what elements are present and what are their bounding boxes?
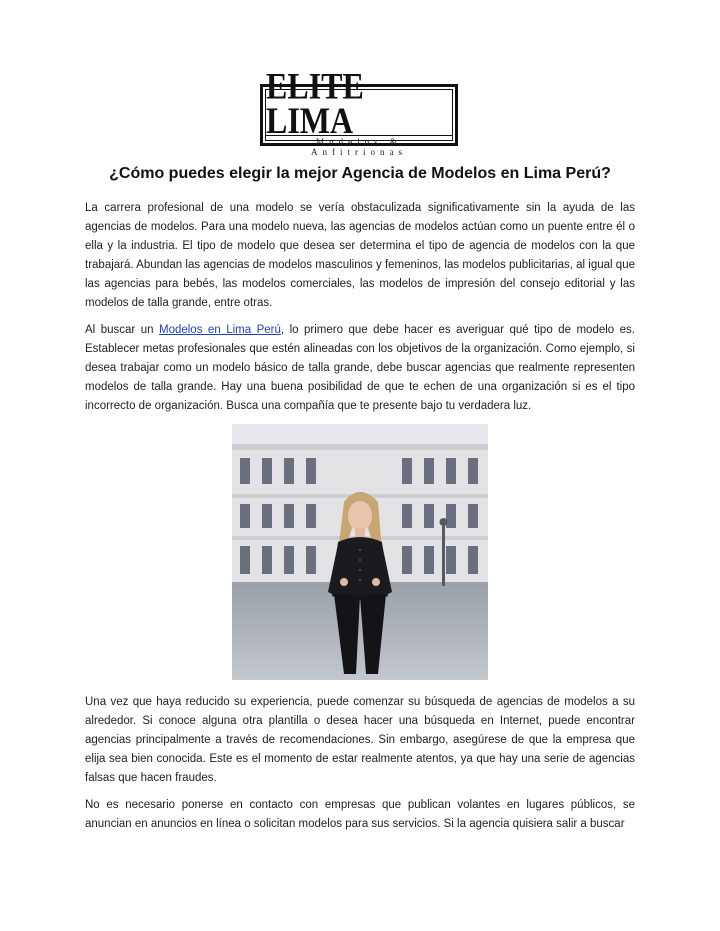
paragraph-2 <box>85 321 635 416</box>
paragraph-1: La carrera profesional de una modelo se vería obstaculizada significativamente sin la ayuda de las agencias de modelos. Para una modelo nueva, las agencias de modelos actúan como un puente entre él o ella y la industria. El tipo de modelo que desea ser determina el tipo de agencia de modelos con la que trabajará. Abundan las agencias de modelos masculinos y femeninos, las modelos publicitarias, al igual que las agencias para bebés, las modelos comerciales, las modelos de impresión del consejo editorial y las modelos de talla grande, entre otras. <box>85 202 635 310</box>
paragraph-4: No es necesario ponerse en contacto con empresas que publican volantes en lugares públicos, se anuncian en anuncios en línea o solicitan modelos para sus servicios. Si la agencia quisiera salir a buscar <box>85 799 635 831</box>
elite-lima-logo <box>260 65 458 157</box>
article-heading: ¿Cómo puedes elegir la mejor Agencia de Modelos en Lima Perú? <box>109 165 611 182</box>
paragraph-2-rest: , lo primero que debe hacer es averiguar qué tipo de modelo es. Establecer metas profesionales que estén alineadas con los objetivos de la organización. Como ejemplo, si desea trabajar como un modelo básico de talla grande, debe buscar agencias que realmente representen modelos de talla grande. Hay una buena posibilidad de que te echen de una organización si es el tipo incorrecto de organización. Busca una compañía que te presente bajo tu verdadera luz. <box>85 324 636 413</box>
paragraph-2-lead: Al buscar un <box>85 324 159 336</box>
logo-title: ELITE LIMA <box>266 65 364 141</box>
model-photo-illustration <box>232 424 488 680</box>
modelos-en-lima-peru-link[interactable]: Modelos en Lima Perú <box>158 324 281 336</box>
logo-subtitle: Modelos & Anfitrionas <box>266 135 452 157</box>
logo-frame <box>265 65 453 157</box>
paragraph-3: Una vez que haya reducido su experiencia, puede comenzar su búsqueda de agencias de modelos a su alrededor. Si conoce alguna otra plantilla o desea hacer una búsqueda en Internet, puede encontrar agencias principalmente a través de recomendaciones. Sin embargo, asegúrese de que la empresa que elija sea bien conocida. Este es el momento de estar realmente atentos, ya que hay una serie de agencias falsas que hacen fraudes. <box>85 696 635 785</box>
model-photo <box>232 424 488 680</box>
